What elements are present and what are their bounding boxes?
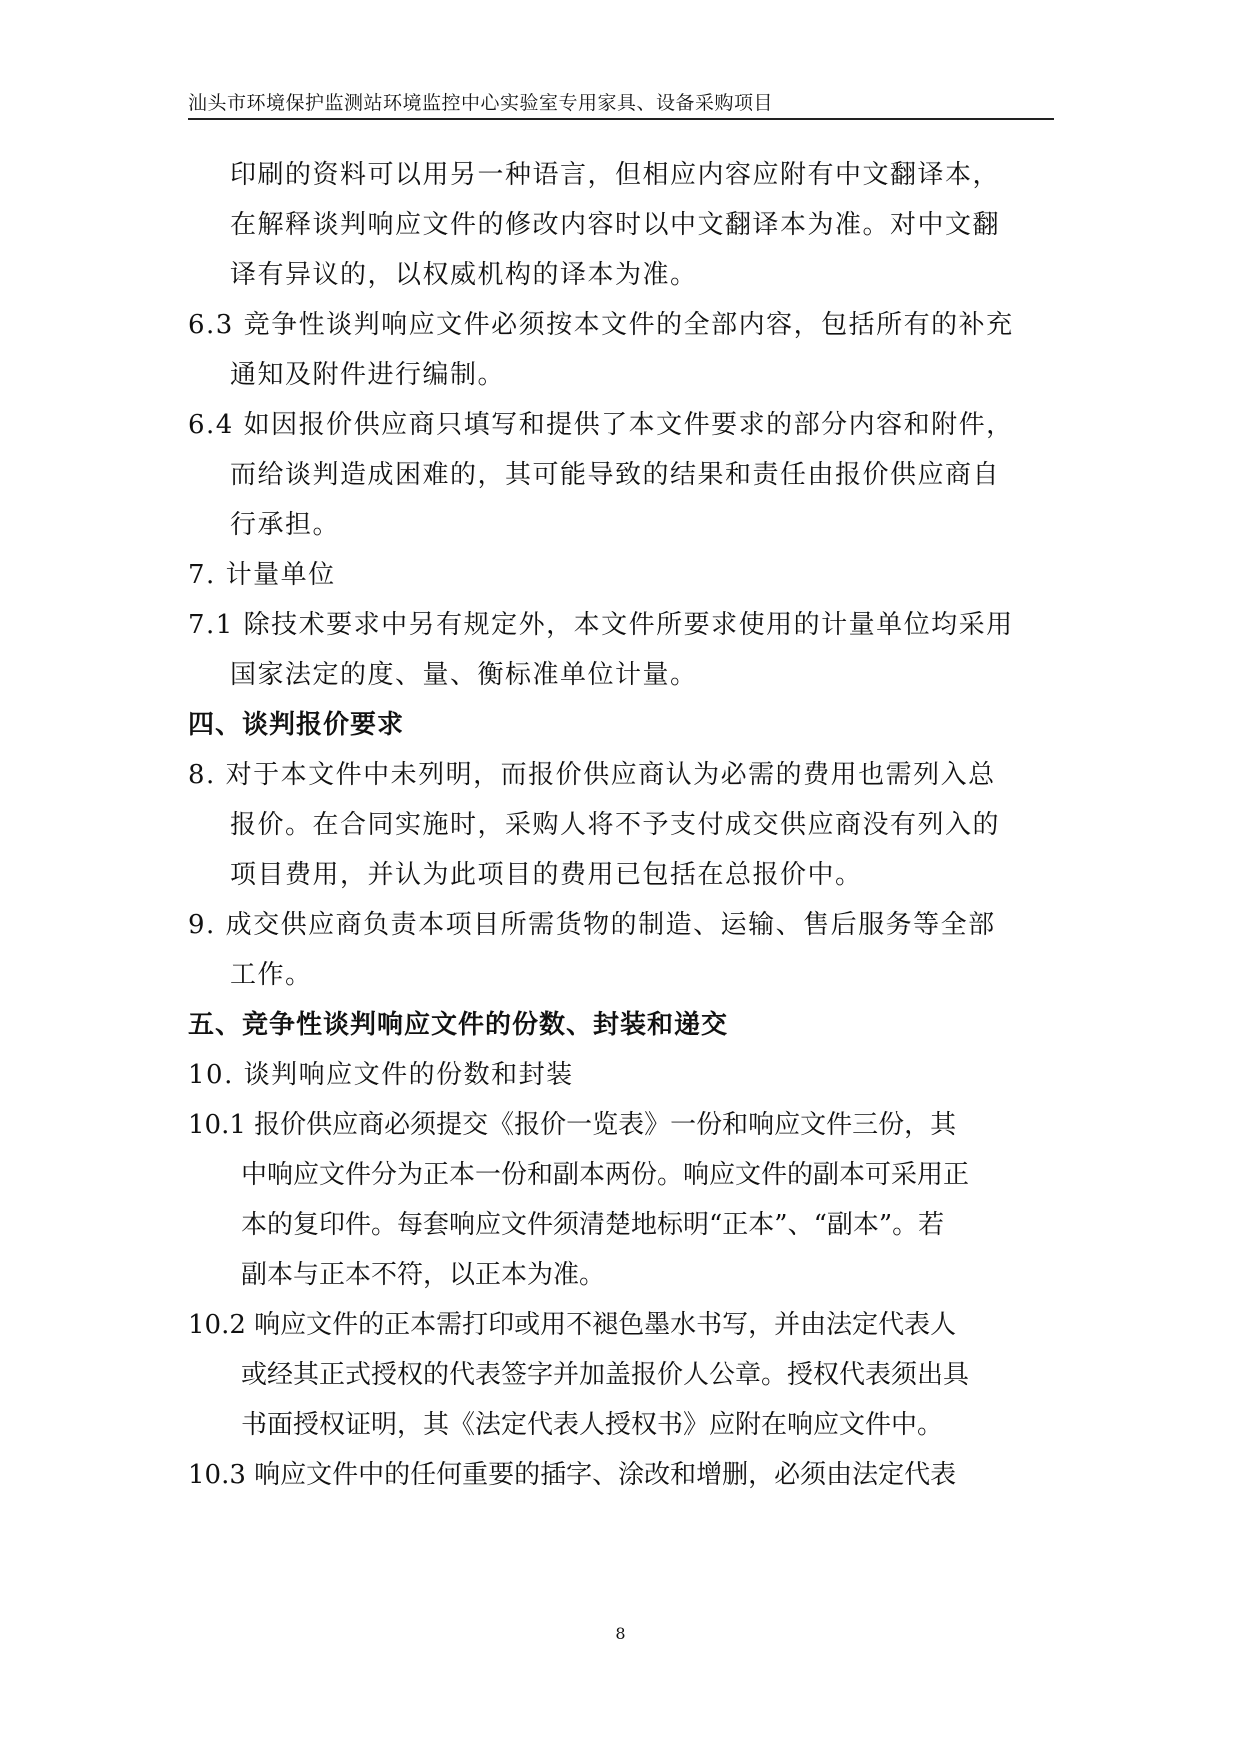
paragraph-line: 而给谈判造成困难的，其可能导致的结果和责任由报价供应商自 <box>230 460 1001 490</box>
paragraph-line: 在解释谈判响应文件的修改内容时以中文翻译本为准。对中文翻 <box>230 210 1001 240</box>
clause-6-4: 6.4 如因报价供应商只填写和提供了本文件要求的部分内容和附件， <box>188 410 1014 440</box>
paragraph-line: 或经其正式授权的代表签字并加盖报价人公章。授权代表须出具 <box>241 1360 970 1390</box>
paragraph-line: 中响应文件分为正本一份和副本两份。响应文件的副本可采用正 <box>241 1160 970 1190</box>
clause-7-1: 7.1 除技术要求中另有规定外，本文件所要求使用的计量单位均采用 <box>188 610 1014 640</box>
clause-8: 8. 对于本文件中未列明，而报价供应商认为必需的费用也需列入总 <box>188 760 996 790</box>
clause-10-2: 10.2 响应文件的正本需打印或用不褪色墨水书写，并由法定代表人 <box>188 1310 957 1340</box>
paragraph-line: 副本与正本不符，以正本为准。 <box>241 1260 606 1290</box>
page-header <box>188 84 1054 120</box>
paragraph-line: 印刷的资料可以用另一种语言，但相应内容应附有中文翻译本， <box>230 160 1001 190</box>
clause-10-3: 10.3 响应文件中的任何重要的插字、涂改和增删，必须由法定代表 <box>188 1460 957 1490</box>
document-title: 汕头市环境保护监测站环境监控中心实验室专用家具、设备采购项目 <box>188 92 774 114</box>
clause-10-1: 10.1 报价供应商必须提交《报价一览表》一份和响应文件三份，其 <box>188 1110 957 1140</box>
paragraph-line: 行承担。 <box>230 510 341 540</box>
paragraph-line: 项目费用，并认为此项目的费用已包括在总报价中。 <box>230 860 863 890</box>
document-body <box>188 150 1058 1500</box>
section-heading-5: 五、竞争性谈判响应文件的份数、封装和递交 <box>188 1010 729 1040</box>
paragraph-line: 本的复印件。每套响应文件须清楚地标明“正本”、“副本”。若 <box>241 1210 945 1240</box>
clause-9: 9. 成交供应商负责本项目所需货物的制造、运输、售后服务等全部 <box>188 910 996 940</box>
paragraph-line: 通知及附件进行编制。 <box>230 360 506 390</box>
paragraph-line: 译有异议的，以权威机构的译本为准。 <box>230 260 698 290</box>
paragraph-line: 书面授权证明，其《法定代表人授权书》应附在响应文件中。 <box>241 1410 944 1440</box>
page-number: 8 <box>615 1624 626 1643</box>
clause-7: 7. 计量单位 <box>188 560 336 590</box>
clause-10: 10. 谈判响应文件的份数和封装 <box>188 1060 574 1090</box>
section-heading-4: 四、谈判报价要求 <box>188 710 405 740</box>
paragraph-line: 工作。 <box>230 960 313 990</box>
paragraph-line: 报价。在合同实施时，采购人将不予支付成交供应商没有列入的 <box>230 810 1001 840</box>
clause-6-3: 6.3 竞争性谈判响应文件必须按本文件的全部内容，包括所有的补充 <box>188 310 1014 340</box>
paragraph-line: 国家法定的度、量、衡标准单位计量。 <box>230 660 698 690</box>
